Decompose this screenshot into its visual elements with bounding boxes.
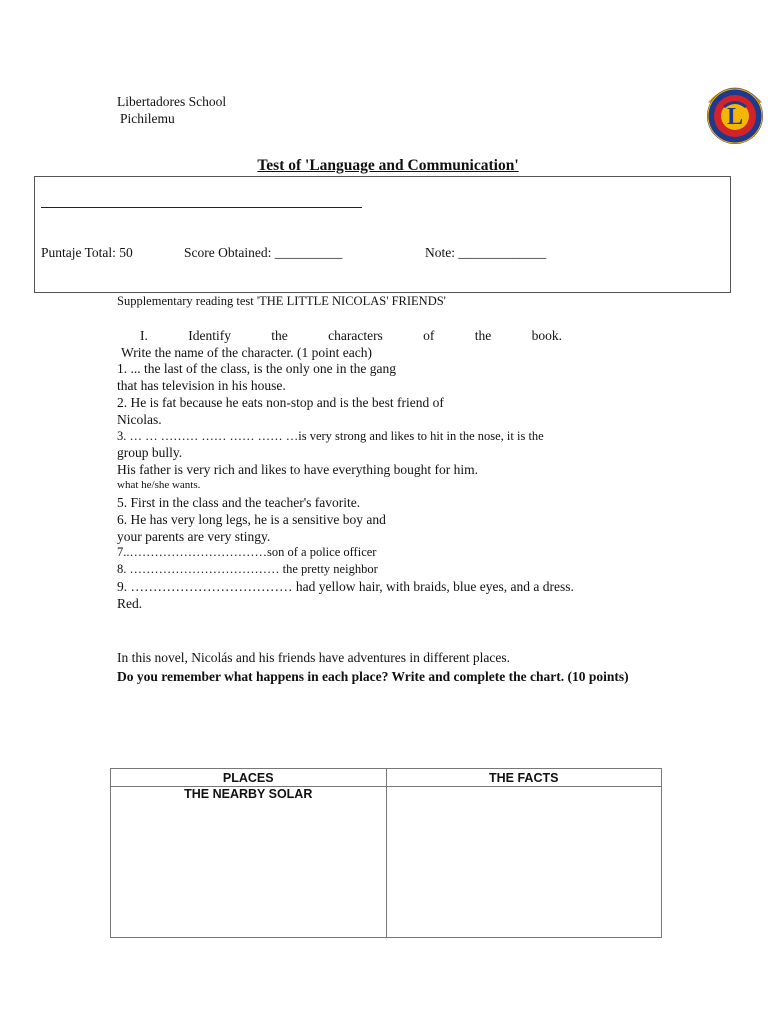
chart-header-row bbox=[111, 769, 662, 787]
school-town: Pichilemu bbox=[120, 111, 175, 126]
question-line: group bully. bbox=[117, 445, 183, 460]
question-line: 3. … … ……… …… …… …… …is very strong and likes to hit in the nose, it is the bbox=[117, 429, 544, 443]
places-facts-chart bbox=[110, 768, 662, 938]
puntaje-total: Puntaje Total: 50 bbox=[41, 245, 133, 260]
section1-heading-word: book. bbox=[531, 328, 562, 343]
box-edge-line bbox=[660, 292, 729, 293]
question-line: 2. He is fat because he eats non-stop and is the best friend of bbox=[117, 395, 444, 410]
question-line: 9. ……………………………… had yellow hair, with braids, blue eyes, and a dress. bbox=[117, 579, 574, 594]
school-logo-icon bbox=[700, 76, 768, 148]
section1-heading-word: the bbox=[474, 328, 492, 343]
question-line: 8. ……………………………… the pretty neighbor bbox=[117, 562, 378, 576]
question-line: Red. bbox=[117, 596, 143, 611]
section2-intro: In this novel, Nicolás and his friends have adventures in different places. bbox=[117, 650, 511, 665]
logo-letter: L bbox=[726, 104, 744, 130]
school-name: Libertadores School bbox=[117, 94, 227, 109]
question-line: 6. He has very long legs, he is a sensitive boy and bbox=[117, 512, 386, 527]
chart-header-places: PLACES bbox=[111, 769, 387, 787]
question-line: His father is very rich and likes to have everything bought for him. bbox=[117, 462, 479, 477]
student-info-box bbox=[34, 176, 731, 293]
question-line: what he/she wants. bbox=[117, 479, 201, 491]
page-title: Test of 'Language and Communication' bbox=[257, 157, 519, 174]
supplementary-heading: Supplementary reading test 'THE LITTLE NICOLAS' FRIENDS' bbox=[117, 294, 446, 308]
section2-question: Do you remember what happens in each place? Write and complete the chart. (10 points) bbox=[117, 669, 629, 684]
question-line: Nicolas. bbox=[117, 412, 162, 427]
place-name: THE NEARBY SOLAR bbox=[184, 787, 313, 801]
name-blank-line[interactable] bbox=[41, 207, 362, 208]
chart-cell-place bbox=[111, 787, 387, 938]
question-line: 7..……………………………son of a police officer bbox=[117, 545, 377, 559]
question-line: your parents are very stingy. bbox=[117, 529, 271, 544]
section1-heading bbox=[140, 327, 562, 344]
note-field: Note: _____________ bbox=[425, 245, 547, 260]
question-line: 5. First in the class and the teacher's favorite. bbox=[117, 495, 361, 510]
question-line: that has television in his house. bbox=[117, 378, 286, 393]
score-obtained: Score Obtained: __________ bbox=[184, 245, 343, 260]
section1-heading-word: characters bbox=[328, 328, 383, 343]
chart-cell-facts[interactable] bbox=[386, 787, 662, 938]
section1-heading-word: Identify bbox=[188, 328, 231, 343]
table-row bbox=[111, 787, 662, 938]
question-line: 1. ... the last of the class, is the only one in the gang bbox=[117, 361, 396, 376]
chart-header-facts: THE FACTS bbox=[386, 769, 662, 787]
section1-heading-word: I. bbox=[140, 328, 148, 343]
section1-heading-word: the bbox=[271, 328, 288, 343]
section1-instruction: Write the name of the character. (1 point each) bbox=[121, 345, 372, 360]
section1-heading-word: of bbox=[423, 328, 435, 343]
